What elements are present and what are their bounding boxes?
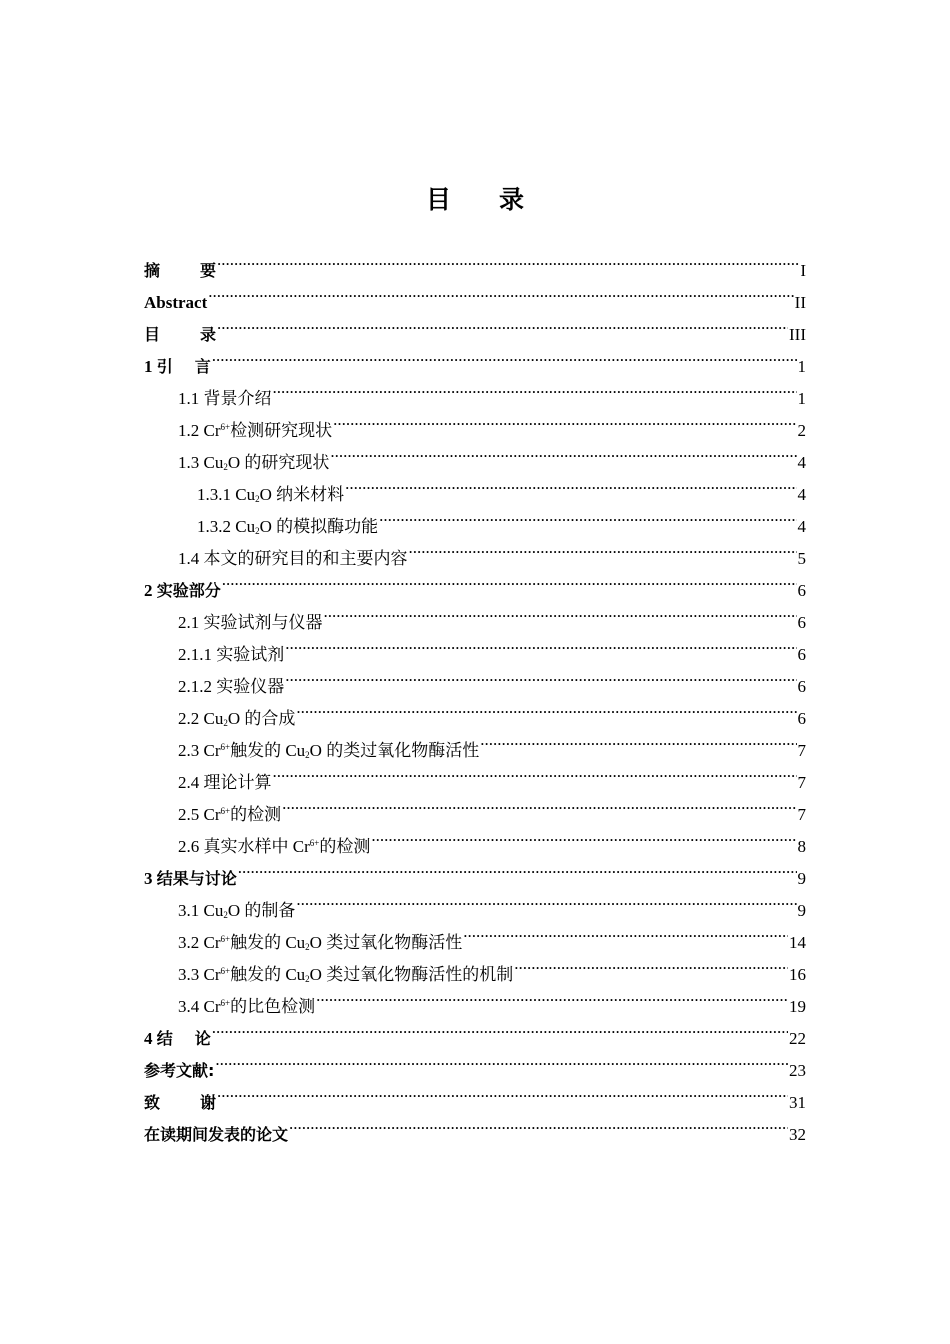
- toc-leader-dots: [282, 788, 796, 820]
- toc-entry-contents[interactable]: [144, 308, 806, 344]
- toc-entry-label: 2.4 理论计算: [178, 773, 272, 792]
- toc-entry-label: 2.1 实验试剂与仪器: [178, 613, 323, 632]
- toc-title-part2: 录: [499, 185, 525, 214]
- toc-leader-dots: [212, 1012, 788, 1044]
- toc-page-number: 8: [797, 837, 806, 856]
- toc-page-number: 6: [797, 581, 806, 600]
- toc-leader-dots: [217, 1076, 788, 1108]
- toc-entry-label: 2.1.1 实验试剂: [178, 645, 285, 664]
- toc-title: [0, 180, 950, 216]
- toc-page-number: 19: [789, 997, 806, 1016]
- toc-entry-label: 3.4 $Cr^{6+}$的比色检测: [178, 997, 316, 1016]
- toc-leader-dots: [371, 820, 796, 852]
- toc-entry-label: 2.3 $Cr^{6+}$触发的 $Cu_2O$ 的类过氧化物酶活性: [178, 741, 480, 760]
- toc-leader-dots: [222, 564, 797, 596]
- toc-page-number: I: [800, 261, 806, 280]
- toc-page-number: II: [794, 293, 806, 312]
- toc-page-number: 5: [797, 549, 806, 568]
- toc-entry-label: Abstract: [144, 293, 208, 312]
- toc-leader-dots: [333, 404, 796, 436]
- toc-leader-dots: [273, 372, 797, 404]
- toc-page-number: 32: [789, 1125, 806, 1144]
- toc-title-part1: 目: [425, 185, 451, 214]
- toc-page-number: 1: [797, 389, 806, 408]
- toc-leader-dots: [273, 756, 797, 788]
- toc-page-number: 2: [797, 421, 806, 440]
- toc-page-number: 7: [797, 741, 806, 760]
- toc-entry-label: 在读期间发表的论文: [144, 1125, 289, 1144]
- toc-entry-chapter-3[interactable]: [144, 852, 806, 888]
- toc-page-number: 23: [789, 1061, 806, 1080]
- toc-entry-label: 1.3.1 $Cu_2O$ 纳米材料: [197, 485, 345, 504]
- toc-page-number: 14: [789, 933, 806, 952]
- toc-leader-dots: [316, 980, 788, 1012]
- toc-page-number: III: [789, 325, 806, 344]
- toc-entry-references[interactable]: [144, 1044, 806, 1080]
- toc-leader-dots: [345, 468, 796, 500]
- toc-page-number: 4: [797, 453, 806, 472]
- toc-leader-dots: [217, 308, 788, 340]
- toc-page-number: 6: [797, 709, 806, 728]
- toc-leader-dots: [480, 724, 796, 756]
- toc-entry-label: 参考文献:: [144, 1061, 215, 1080]
- toc-entry-label: 2.6 真实水样中 $Cr^{6+}$的检测: [178, 837, 371, 856]
- toc-entry-label: 3.1 $Cu_2O$ 的制备: [178, 901, 296, 920]
- toc-entry-label: 1.2 $Cr^{6+}$检测研究现状: [178, 421, 333, 440]
- toc-entry-label: 4 结 论: [144, 1029, 211, 1048]
- toc-leader-dots: [463, 916, 788, 948]
- toc-page-number: 7: [797, 773, 806, 792]
- toc-entry-abstract-en[interactable]: [144, 276, 806, 312]
- toc-entry-label: 1.4 本文的研究目的和主要内容: [178, 549, 408, 568]
- toc-entry-label: 2.1.2 实验仪器: [178, 677, 285, 696]
- toc-entry-label: 1.3.2 $Cu_2O$ 的模拟酶功能: [197, 517, 379, 536]
- toc-page-number: 9: [797, 869, 806, 888]
- toc-entry-1-1[interactable]: [144, 372, 806, 408]
- toc-entry-label: 3.3 $Cr^{6+}$触发的 $Cu_2O$ 类过氧化物酶活性的机制: [178, 965, 514, 984]
- toc-page-number: 4: [797, 485, 806, 504]
- toc-page-number: 9: [797, 901, 806, 920]
- toc-leader-dots: [330, 436, 796, 468]
- toc-leader-dots: [296, 884, 796, 916]
- toc-entry-label: 目 录: [144, 325, 217, 344]
- toc-page-number: 6: [797, 645, 806, 664]
- toc-leader-dots: [208, 276, 793, 308]
- toc-leader-dots: [285, 660, 796, 692]
- toc-page-number: 7: [797, 805, 806, 824]
- toc-entry-label: 1.3 $Cu_2O$ 的研究现状: [178, 453, 330, 472]
- toc-leader-dots: [409, 532, 797, 564]
- toc-page-number: 22: [789, 1029, 806, 1048]
- toc-leader-dots: [238, 852, 797, 884]
- toc-entry-chapter-2[interactable]: [144, 564, 806, 600]
- toc-entry-label: 2 实验部分: [144, 581, 221, 600]
- toc-page-number: 31: [789, 1093, 806, 1112]
- toc-entry-label: 2.5 $Cr^{6+}$的检测: [178, 805, 282, 824]
- toc-entry-abstract-cn[interactable]: [144, 244, 806, 280]
- toc-leader-dots: [379, 500, 796, 532]
- toc-page-number: 1: [797, 357, 806, 376]
- toc-leader-dots: [514, 948, 788, 980]
- toc-entry-publications[interactable]: [144, 1108, 806, 1144]
- toc-page-number: 16: [789, 965, 806, 984]
- toc-entry-label: 2.2 $Cu_2O$ 的合成: [178, 709, 296, 728]
- toc-entry-label: 摘 要: [144, 261, 217, 280]
- toc-leader-dots: [285, 628, 796, 660]
- toc-entry-label: 3.2 $Cr^{6+}$触发的 $Cu_2O$ 类过氧化物酶活性: [178, 933, 463, 952]
- toc-page-number: 4: [797, 517, 806, 536]
- toc-entry-chapter-4[interactable]: [144, 1012, 806, 1048]
- toc-leader-dots: [215, 1044, 788, 1076]
- toc-leader-dots: [324, 596, 797, 628]
- table-of-contents: [144, 244, 806, 1144]
- toc-entry-chapter-1[interactable]: [144, 340, 806, 376]
- toc-page-number: 6: [797, 677, 806, 696]
- toc-leader-dots: [212, 340, 797, 372]
- toc-entry-label: 致 谢: [144, 1093, 217, 1112]
- toc-page-number: 6: [797, 613, 806, 632]
- toc-leader-dots: [217, 244, 799, 276]
- toc-leader-dots: [296, 692, 796, 724]
- toc-entry-2-1[interactable]: [144, 596, 806, 632]
- toc-entry-3-1[interactable]: [144, 884, 806, 920]
- toc-leader-dots: [289, 1108, 788, 1140]
- toc-entry-label: 3 结果与讨论: [144, 869, 237, 888]
- toc-entry-label: 1.1 背景介绍: [178, 389, 272, 408]
- toc-entry-label: 1 引 言: [144, 357, 211, 376]
- toc-entry-acknowledgements[interactable]: [144, 1076, 806, 1112]
